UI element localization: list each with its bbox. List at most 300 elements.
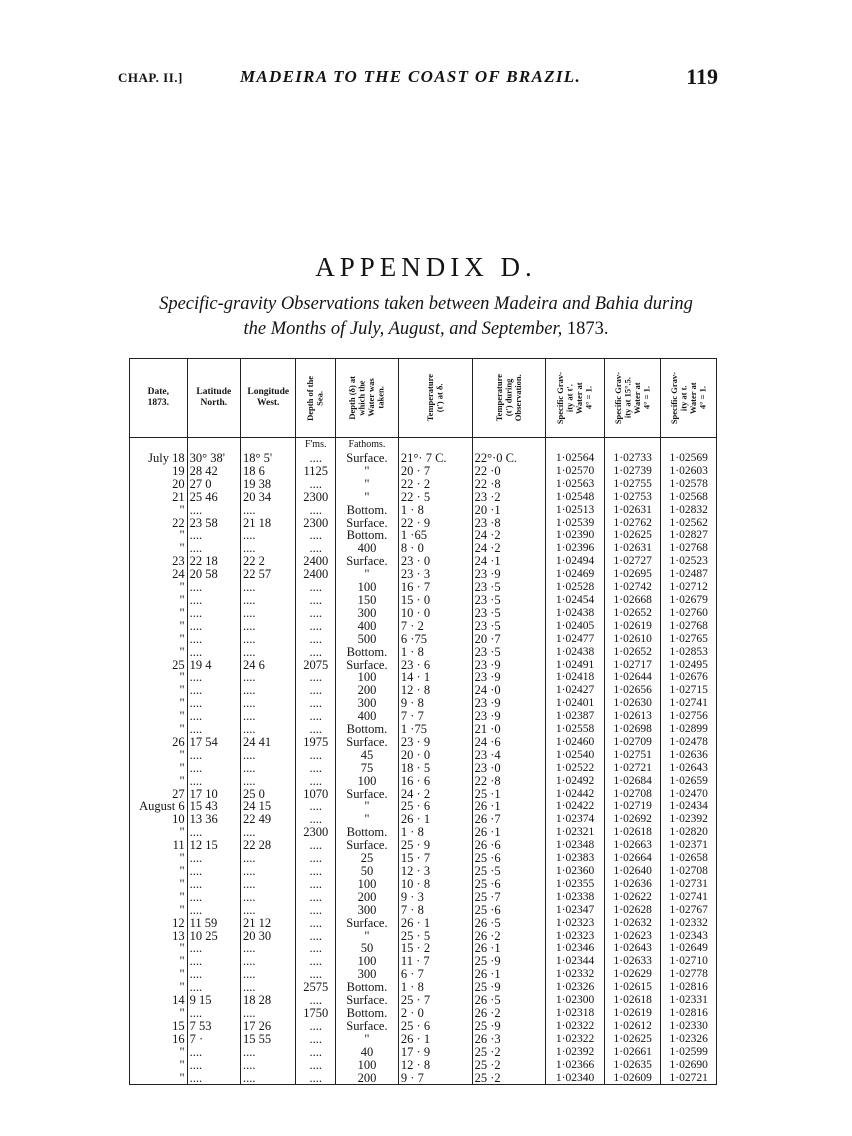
cell-sg-in-situ: 1·02470 bbox=[661, 788, 717, 801]
table-body bbox=[130, 438, 717, 1085]
cell-sea-depth: 2575 bbox=[296, 981, 335, 994]
table-row bbox=[130, 1033, 717, 1046]
cell-sg-15-5: 1·02612 bbox=[604, 1020, 661, 1033]
cell-date: 20 bbox=[130, 478, 188, 491]
cell-temperature: 14 · 1 bbox=[398, 671, 472, 684]
units-cell bbox=[604, 438, 661, 453]
cell-sg-observed: 1·02360 bbox=[546, 865, 605, 878]
cell-sg-observed: 1·02522 bbox=[546, 762, 605, 775]
cell-latitude: .... bbox=[187, 878, 240, 891]
cell-sample-depth: 300 bbox=[335, 968, 398, 981]
cell-latitude: .... bbox=[187, 620, 240, 633]
cell-sg-observed: 1·02387 bbox=[546, 710, 605, 723]
header-text: Temperature (t') at δ. bbox=[424, 374, 445, 422]
cell-sample-depth: " bbox=[335, 491, 398, 504]
cell-observation-temperature: 23 ·5 bbox=[472, 646, 546, 659]
cell-sg-in-situ: 1·02487 bbox=[661, 568, 717, 581]
cell-sea-depth: .... bbox=[296, 955, 335, 968]
cell-temperature: 25 · 9 bbox=[398, 839, 472, 852]
cell-sg-15-5: 1·02631 bbox=[604, 542, 661, 555]
cell-sg-15-5: 1·02622 bbox=[604, 891, 661, 904]
table-row bbox=[130, 736, 717, 749]
table-row bbox=[130, 671, 717, 684]
cell-sea-depth: .... bbox=[296, 504, 335, 517]
cell-latitude: .... bbox=[187, 904, 240, 917]
cell-observation-temperature: 25 ·2 bbox=[472, 1046, 546, 1059]
header-temperature bbox=[398, 359, 472, 438]
cell-longitude: .... bbox=[240, 710, 295, 723]
cell-observation-temperature: 24 ·2 bbox=[472, 529, 546, 542]
cell-temperature: 8 · 0 bbox=[398, 542, 472, 555]
cell-temperature: 9 · 8 bbox=[398, 697, 472, 710]
cell-sg-15-5: 1·02629 bbox=[604, 968, 661, 981]
cell-sg-15-5: 1·02727 bbox=[604, 555, 661, 568]
table-row bbox=[130, 684, 717, 697]
cell-latitude: .... bbox=[187, 710, 240, 723]
cell-longitude: .... bbox=[240, 697, 295, 710]
cell-sample-depth: Surface. bbox=[335, 555, 398, 568]
table-row bbox=[130, 1020, 717, 1033]
cell-sea-depth: 1975 bbox=[296, 736, 335, 749]
cell-date: 25 bbox=[130, 659, 188, 672]
cell-observation-temperature: 25 ·2 bbox=[472, 1059, 546, 1072]
cell-longitude: 18 28 bbox=[240, 994, 295, 1007]
header-text: Specific Grav- ity at 15°.5. Water at 4° = 1. bbox=[612, 371, 652, 425]
table-row bbox=[130, 981, 717, 994]
table-row bbox=[130, 491, 717, 504]
cell-sample-depth: 100 bbox=[335, 955, 398, 968]
cell-sample-depth: 200 bbox=[335, 684, 398, 697]
cell-observation-temperature: 23 ·8 bbox=[472, 517, 546, 530]
cell-sg-15-5: 1·02755 bbox=[604, 478, 661, 491]
cell-sg-in-situ: 1·02741 bbox=[661, 697, 717, 710]
cell-latitude: .... bbox=[187, 1072, 240, 1085]
header-text: Temperature (t') during Observation. bbox=[493, 374, 523, 422]
cell-sea-depth: .... bbox=[296, 813, 335, 826]
table-row bbox=[130, 749, 717, 762]
table-row bbox=[130, 697, 717, 710]
cell-temperature: 18 · 5 bbox=[398, 762, 472, 775]
cell-sg-in-situ: 1·02659 bbox=[661, 775, 717, 788]
cell-sg-15-5: 1·02753 bbox=[604, 491, 661, 504]
cell-longitude: .... bbox=[240, 1072, 295, 1085]
table-row bbox=[130, 813, 717, 826]
cell-observation-temperature: 23 ·9 bbox=[472, 697, 546, 710]
cell-latitude: 19 4 bbox=[187, 659, 240, 672]
cell-temperature: 15 · 0 bbox=[398, 594, 472, 607]
cell-sea-depth: .... bbox=[296, 775, 335, 788]
cell-sg-15-5: 1·02652 bbox=[604, 607, 661, 620]
cell-sg-15-5: 1·02635 bbox=[604, 1059, 661, 1072]
table-row bbox=[130, 904, 717, 917]
cell-sg-in-situ: 1·02741 bbox=[661, 891, 717, 904]
cell-sample-depth: Surface. bbox=[335, 788, 398, 801]
cell-sg-15-5: 1·02663 bbox=[604, 839, 661, 852]
cell-sg-observed: 1·02442 bbox=[546, 788, 605, 801]
cell-observation-temperature: 20 ·1 bbox=[472, 504, 546, 517]
cell-sg-observed: 1·02513 bbox=[546, 504, 605, 517]
cell-sea-depth: 1750 bbox=[296, 1007, 335, 1020]
cell-temperature: 15 · 7 bbox=[398, 852, 472, 865]
cell-date: " bbox=[130, 723, 188, 736]
cell-latitude: .... bbox=[187, 1046, 240, 1059]
cell-longitude: 21 12 bbox=[240, 917, 295, 930]
cell-temperature: 10 · 0 bbox=[398, 607, 472, 620]
cell-sea-depth: .... bbox=[296, 633, 335, 646]
cell-sg-in-situ: 1·02827 bbox=[661, 529, 717, 542]
cell-sea-depth: .... bbox=[296, 1033, 335, 1046]
cell-sea-depth: .... bbox=[296, 710, 335, 723]
cell-longitude: .... bbox=[240, 968, 295, 981]
cell-observation-temperature: 24 ·6 bbox=[472, 736, 546, 749]
cell-sg-15-5: 1·02625 bbox=[604, 1033, 661, 1046]
subtitle-part: July, August, bbox=[349, 319, 450, 339]
header-sg-15-5 bbox=[604, 359, 661, 438]
cell-sg-in-situ: 1·02636 bbox=[661, 749, 717, 762]
cell-temperature: 7 · 2 bbox=[398, 620, 472, 633]
cell-sg-in-situ: 1·02599 bbox=[661, 1046, 717, 1059]
header-text: Latitude North. bbox=[196, 387, 232, 408]
cell-sample-depth: Surface. bbox=[335, 1020, 398, 1033]
units-row bbox=[130, 438, 717, 453]
cell-sg-15-5: 1·02708 bbox=[604, 788, 661, 801]
cell-longitude: .... bbox=[240, 955, 295, 968]
cell-sea-depth: .... bbox=[296, 930, 335, 943]
cell-date: " bbox=[130, 904, 188, 917]
cell-sg-observed: 1·02469 bbox=[546, 568, 605, 581]
cell-sea-depth: .... bbox=[296, 891, 335, 904]
cell-longitude: 22 28 bbox=[240, 839, 295, 852]
cell-temperature: 16 · 6 bbox=[398, 775, 472, 788]
cell-sample-depth: Surface. bbox=[335, 452, 398, 465]
cell-sg-observed: 1·02323 bbox=[546, 930, 605, 943]
cell-temperature: 22 · 9 bbox=[398, 517, 472, 530]
cell-sg-15-5: 1·02739 bbox=[604, 465, 661, 478]
cell-longitude: .... bbox=[240, 504, 295, 517]
cell-temperature: 1 · 8 bbox=[398, 504, 472, 517]
cell-temperature: 23 · 6 bbox=[398, 659, 472, 672]
cell-latitude: .... bbox=[187, 646, 240, 659]
cell-longitude: .... bbox=[240, 775, 295, 788]
cell-longitude: 22 2 bbox=[240, 555, 295, 568]
cell-longitude: 24 6 bbox=[240, 659, 295, 672]
cell-sg-15-5: 1·02623 bbox=[604, 930, 661, 943]
cell-sample-depth: 100 bbox=[335, 581, 398, 594]
chapter-label: CHAP. II.] bbox=[118, 70, 183, 85]
cell-temperature: 1 · 8 bbox=[398, 826, 472, 839]
cell-sg-15-5: 1·02692 bbox=[604, 813, 661, 826]
table-row bbox=[130, 581, 717, 594]
header-observation-temperature bbox=[472, 359, 546, 438]
cell-sample-depth: 300 bbox=[335, 904, 398, 917]
units-cell: F'ms. bbox=[296, 438, 335, 453]
cell-temperature: 24 · 2 bbox=[398, 788, 472, 801]
cell-sg-observed: 1·02548 bbox=[546, 491, 605, 504]
cell-sg-15-5: 1·02719 bbox=[604, 800, 661, 813]
cell-date: 11 bbox=[130, 839, 188, 852]
cell-sg-15-5: 1·02630 bbox=[604, 697, 661, 710]
cell-sea-depth: .... bbox=[296, 1046, 335, 1059]
table-row bbox=[130, 955, 717, 968]
cell-observation-temperature: 21 ·0 bbox=[472, 723, 546, 736]
cell-observation-temperature: 23 ·0 bbox=[472, 762, 546, 775]
table-row bbox=[130, 852, 717, 865]
cell-temperature: 6 · 7 bbox=[398, 968, 472, 981]
cell-date: 26 bbox=[130, 736, 188, 749]
cell-date: " bbox=[130, 620, 188, 633]
units-cell bbox=[661, 438, 717, 453]
cell-temperature: 21°· 7 C. bbox=[398, 452, 472, 465]
cell-sea-depth: .... bbox=[296, 478, 335, 491]
cell-observation-temperature: 22°·0 C. bbox=[472, 452, 546, 465]
cell-latitude: .... bbox=[187, 607, 240, 620]
cell-sample-depth: Surface. bbox=[335, 917, 398, 930]
table-row bbox=[130, 968, 717, 981]
cell-latitude: 22 18 bbox=[187, 555, 240, 568]
cell-longitude: 20 30 bbox=[240, 930, 295, 943]
cell-longitude: 25 0 bbox=[240, 788, 295, 801]
cell-longitude: .... bbox=[240, 762, 295, 775]
cell-sea-depth: .... bbox=[296, 994, 335, 1007]
cell-latitude: .... bbox=[187, 981, 240, 994]
cell-latitude: 11 59 bbox=[187, 917, 240, 930]
cell-sg-observed: 1·02323 bbox=[546, 917, 605, 930]
cell-sg-15-5: 1·02668 bbox=[604, 594, 661, 607]
cell-sg-15-5: 1·02656 bbox=[604, 684, 661, 697]
cell-sg-15-5: 1·02628 bbox=[604, 904, 661, 917]
cell-latitude: .... bbox=[187, 826, 240, 839]
cell-date: " bbox=[130, 981, 188, 994]
cell-date: " bbox=[130, 968, 188, 981]
table-row bbox=[130, 994, 717, 1007]
cell-date: 15 bbox=[130, 1020, 188, 1033]
cell-sample-depth: 400 bbox=[335, 542, 398, 555]
cell-observation-temperature: 26 ·1 bbox=[472, 942, 546, 955]
cell-temperature: 7 · 8 bbox=[398, 904, 472, 917]
units-cell bbox=[130, 438, 188, 453]
cell-temperature: 26 · 1 bbox=[398, 917, 472, 930]
cell-observation-temperature: 25 ·7 bbox=[472, 891, 546, 904]
cell-sample-depth: " bbox=[335, 930, 398, 943]
table-row bbox=[130, 633, 717, 646]
cell-sg-observed: 1·02564 bbox=[546, 452, 605, 465]
cell-observation-temperature: 25 ·6 bbox=[472, 878, 546, 891]
cell-sg-15-5: 1·02733 bbox=[604, 452, 661, 465]
cell-observation-temperature: 23 ·5 bbox=[472, 581, 546, 594]
cell-observation-temperature: 23 ·9 bbox=[472, 568, 546, 581]
cell-observation-temperature: 26 ·1 bbox=[472, 800, 546, 813]
cell-sg-15-5: 1·02661 bbox=[604, 1046, 661, 1059]
cell-longitude: .... bbox=[240, 852, 295, 865]
cell-latitude: .... bbox=[187, 968, 240, 981]
cell-date: " bbox=[130, 504, 188, 517]
cell-date: 23 bbox=[130, 555, 188, 568]
cell-latitude: 15 43 bbox=[187, 800, 240, 813]
cell-temperature: 20 · 7 bbox=[398, 465, 472, 478]
cell-sg-observed: 1·02396 bbox=[546, 542, 605, 555]
cell-sg-observed: 1·02422 bbox=[546, 800, 605, 813]
cell-observation-temperature: 20 ·7 bbox=[472, 633, 546, 646]
header-text: Date, 1873. bbox=[147, 387, 169, 408]
subtitle-line-1: Specific-gravity Observations taken between Madeira and Bahia during bbox=[159, 294, 693, 314]
cell-observation-temperature: 25 ·2 bbox=[472, 1072, 546, 1085]
table-row bbox=[130, 504, 717, 517]
cell-sg-observed: 1·02326 bbox=[546, 981, 605, 994]
cell-sea-depth: .... bbox=[296, 723, 335, 736]
cell-observation-temperature: 23 ·4 bbox=[472, 749, 546, 762]
cell-sample-depth: 100 bbox=[335, 775, 398, 788]
cell-temperature: 25 · 5 bbox=[398, 930, 472, 943]
cell-temperature: 15 · 2 bbox=[398, 942, 472, 955]
cell-sg-15-5: 1·02664 bbox=[604, 852, 661, 865]
cell-sample-depth: 400 bbox=[335, 620, 398, 633]
cell-sample-depth: Surface. bbox=[335, 517, 398, 530]
cell-date: " bbox=[130, 1046, 188, 1059]
cell-sample-depth: Bottom. bbox=[335, 1007, 398, 1020]
cell-sg-in-situ: 1·02603 bbox=[661, 465, 717, 478]
cell-temperature: 25 · 6 bbox=[398, 1020, 472, 1033]
cell-sg-15-5: 1·02762 bbox=[604, 517, 661, 530]
cell-sg-in-situ: 1·02710 bbox=[661, 955, 717, 968]
table-row bbox=[130, 1007, 717, 1020]
cell-observation-temperature: 23 ·2 bbox=[472, 491, 546, 504]
header-sea-depth bbox=[296, 359, 335, 438]
cell-longitude: .... bbox=[240, 620, 295, 633]
cell-observation-temperature: 25 ·6 bbox=[472, 904, 546, 917]
cell-sea-depth: .... bbox=[296, 1059, 335, 1072]
cell-longitude: 22 49 bbox=[240, 813, 295, 826]
cell-latitude: 25 46 bbox=[187, 491, 240, 504]
table-row bbox=[130, 762, 717, 775]
units-cell bbox=[187, 438, 240, 453]
cell-sg-in-situ: 1·02778 bbox=[661, 968, 717, 981]
cell-sg-observed: 1·02340 bbox=[546, 1072, 605, 1085]
cell-sg-in-situ: 1·02658 bbox=[661, 852, 717, 865]
cell-sg-in-situ: 1·02690 bbox=[661, 1059, 717, 1072]
cell-sg-observed: 1·02563 bbox=[546, 478, 605, 491]
cell-observation-temperature: 22 ·0 bbox=[472, 465, 546, 478]
header-text: Specific Grav- ity at t'. Water at 4° = 1. bbox=[555, 371, 594, 425]
cell-date: 14 bbox=[130, 994, 188, 1007]
cell-temperature: 9 · 3 bbox=[398, 891, 472, 904]
cell-latitude: .... bbox=[187, 581, 240, 594]
table-row bbox=[130, 865, 717, 878]
cell-date: " bbox=[130, 942, 188, 955]
cell-date: " bbox=[130, 697, 188, 710]
cell-latitude: 27 0 bbox=[187, 478, 240, 491]
cell-sg-15-5: 1·02619 bbox=[604, 1007, 661, 1020]
table-row bbox=[130, 555, 717, 568]
cell-sg-in-situ: 1·02767 bbox=[661, 904, 717, 917]
cell-sg-15-5: 1·02631 bbox=[604, 504, 661, 517]
cell-sea-depth: 2400 bbox=[296, 555, 335, 568]
cell-sg-in-situ: 1·02478 bbox=[661, 736, 717, 749]
cell-sg-in-situ: 1·02832 bbox=[661, 504, 717, 517]
cell-date: 12 bbox=[130, 917, 188, 930]
cell-observation-temperature: 25 ·1 bbox=[472, 788, 546, 801]
cell-sg-observed: 1·02346 bbox=[546, 942, 605, 955]
cell-sea-depth: .... bbox=[296, 697, 335, 710]
cell-sample-depth: 400 bbox=[335, 710, 398, 723]
cell-longitude: .... bbox=[240, 1046, 295, 1059]
cell-observation-temperature: 25 ·9 bbox=[472, 1020, 546, 1033]
cell-sg-in-situ: 1·02820 bbox=[661, 826, 717, 839]
cell-longitude: .... bbox=[240, 723, 295, 736]
cell-observation-temperature: 24 ·1 bbox=[472, 555, 546, 568]
cell-longitude: .... bbox=[240, 633, 295, 646]
header-text: Depth of the Sea. bbox=[305, 375, 325, 421]
table-row bbox=[130, 646, 717, 659]
cell-sg-observed: 1·02390 bbox=[546, 529, 605, 542]
cell-sg-15-5: 1·02709 bbox=[604, 736, 661, 749]
cell-sg-in-situ: 1·02569 bbox=[661, 452, 717, 465]
cell-date: " bbox=[130, 762, 188, 775]
cell-date: 13 bbox=[130, 930, 188, 943]
cell-observation-temperature: 26 ·5 bbox=[472, 994, 546, 1007]
cell-longitude: .... bbox=[240, 1059, 295, 1072]
cell-sg-observed: 1·02348 bbox=[546, 839, 605, 852]
cell-longitude: 19 38 bbox=[240, 478, 295, 491]
cell-latitude: .... bbox=[187, 633, 240, 646]
table-row bbox=[130, 775, 717, 788]
cell-temperature: 23 · 9 bbox=[398, 736, 472, 749]
cell-sg-15-5: 1·02684 bbox=[604, 775, 661, 788]
cell-sample-depth: " bbox=[335, 800, 398, 813]
cell-latitude: 30° 38' bbox=[187, 452, 240, 465]
cell-latitude: .... bbox=[187, 1007, 240, 1020]
cell-sample-depth: Bottom. bbox=[335, 723, 398, 736]
cell-sg-observed: 1·02438 bbox=[546, 646, 605, 659]
units-cell bbox=[398, 438, 472, 453]
cell-date: 19 bbox=[130, 465, 188, 478]
cell-sg-15-5: 1·02618 bbox=[604, 994, 661, 1007]
table-row bbox=[130, 620, 717, 633]
cell-temperature: 23 · 0 bbox=[398, 555, 472, 568]
cell-sample-depth: 200 bbox=[335, 1072, 398, 1085]
table-row bbox=[130, 607, 717, 620]
table-row bbox=[130, 891, 717, 904]
cell-sea-depth: .... bbox=[296, 684, 335, 697]
cell-date: 24 bbox=[130, 568, 188, 581]
cell-temperature: 10 · 8 bbox=[398, 878, 472, 891]
cell-date: " bbox=[130, 775, 188, 788]
cell-sg-in-situ: 1·02523 bbox=[661, 555, 717, 568]
cell-sg-observed: 1·02332 bbox=[546, 968, 605, 981]
page-number: 119 bbox=[686, 64, 718, 89]
cell-sea-depth: .... bbox=[296, 594, 335, 607]
cell-latitude: 10 25 bbox=[187, 930, 240, 943]
cell-temperature: 9 · 7 bbox=[398, 1072, 472, 1085]
cell-temperature: 20 · 0 bbox=[398, 749, 472, 762]
cell-longitude: 17 26 bbox=[240, 1020, 295, 1033]
cell-latitude: 13 36 bbox=[187, 813, 240, 826]
cell-date: " bbox=[130, 852, 188, 865]
cell-longitude: .... bbox=[240, 529, 295, 542]
cell-sg-in-situ: 1·02331 bbox=[661, 994, 717, 1007]
cell-observation-temperature: 25 ·9 bbox=[472, 981, 546, 994]
cell-sample-depth: 45 bbox=[335, 749, 398, 762]
cell-temperature: 17 · 9 bbox=[398, 1046, 472, 1059]
table-row bbox=[130, 826, 717, 839]
cell-date: 10 bbox=[130, 813, 188, 826]
cell-sg-observed: 1·02494 bbox=[546, 555, 605, 568]
cell-longitude: .... bbox=[240, 646, 295, 659]
cell-observation-temperature: 23 ·5 bbox=[472, 594, 546, 607]
cell-sg-in-situ: 1·02756 bbox=[661, 710, 717, 723]
cell-date: 22 bbox=[130, 517, 188, 530]
cell-sea-depth: .... bbox=[296, 749, 335, 762]
cell-sample-depth: 50 bbox=[335, 865, 398, 878]
